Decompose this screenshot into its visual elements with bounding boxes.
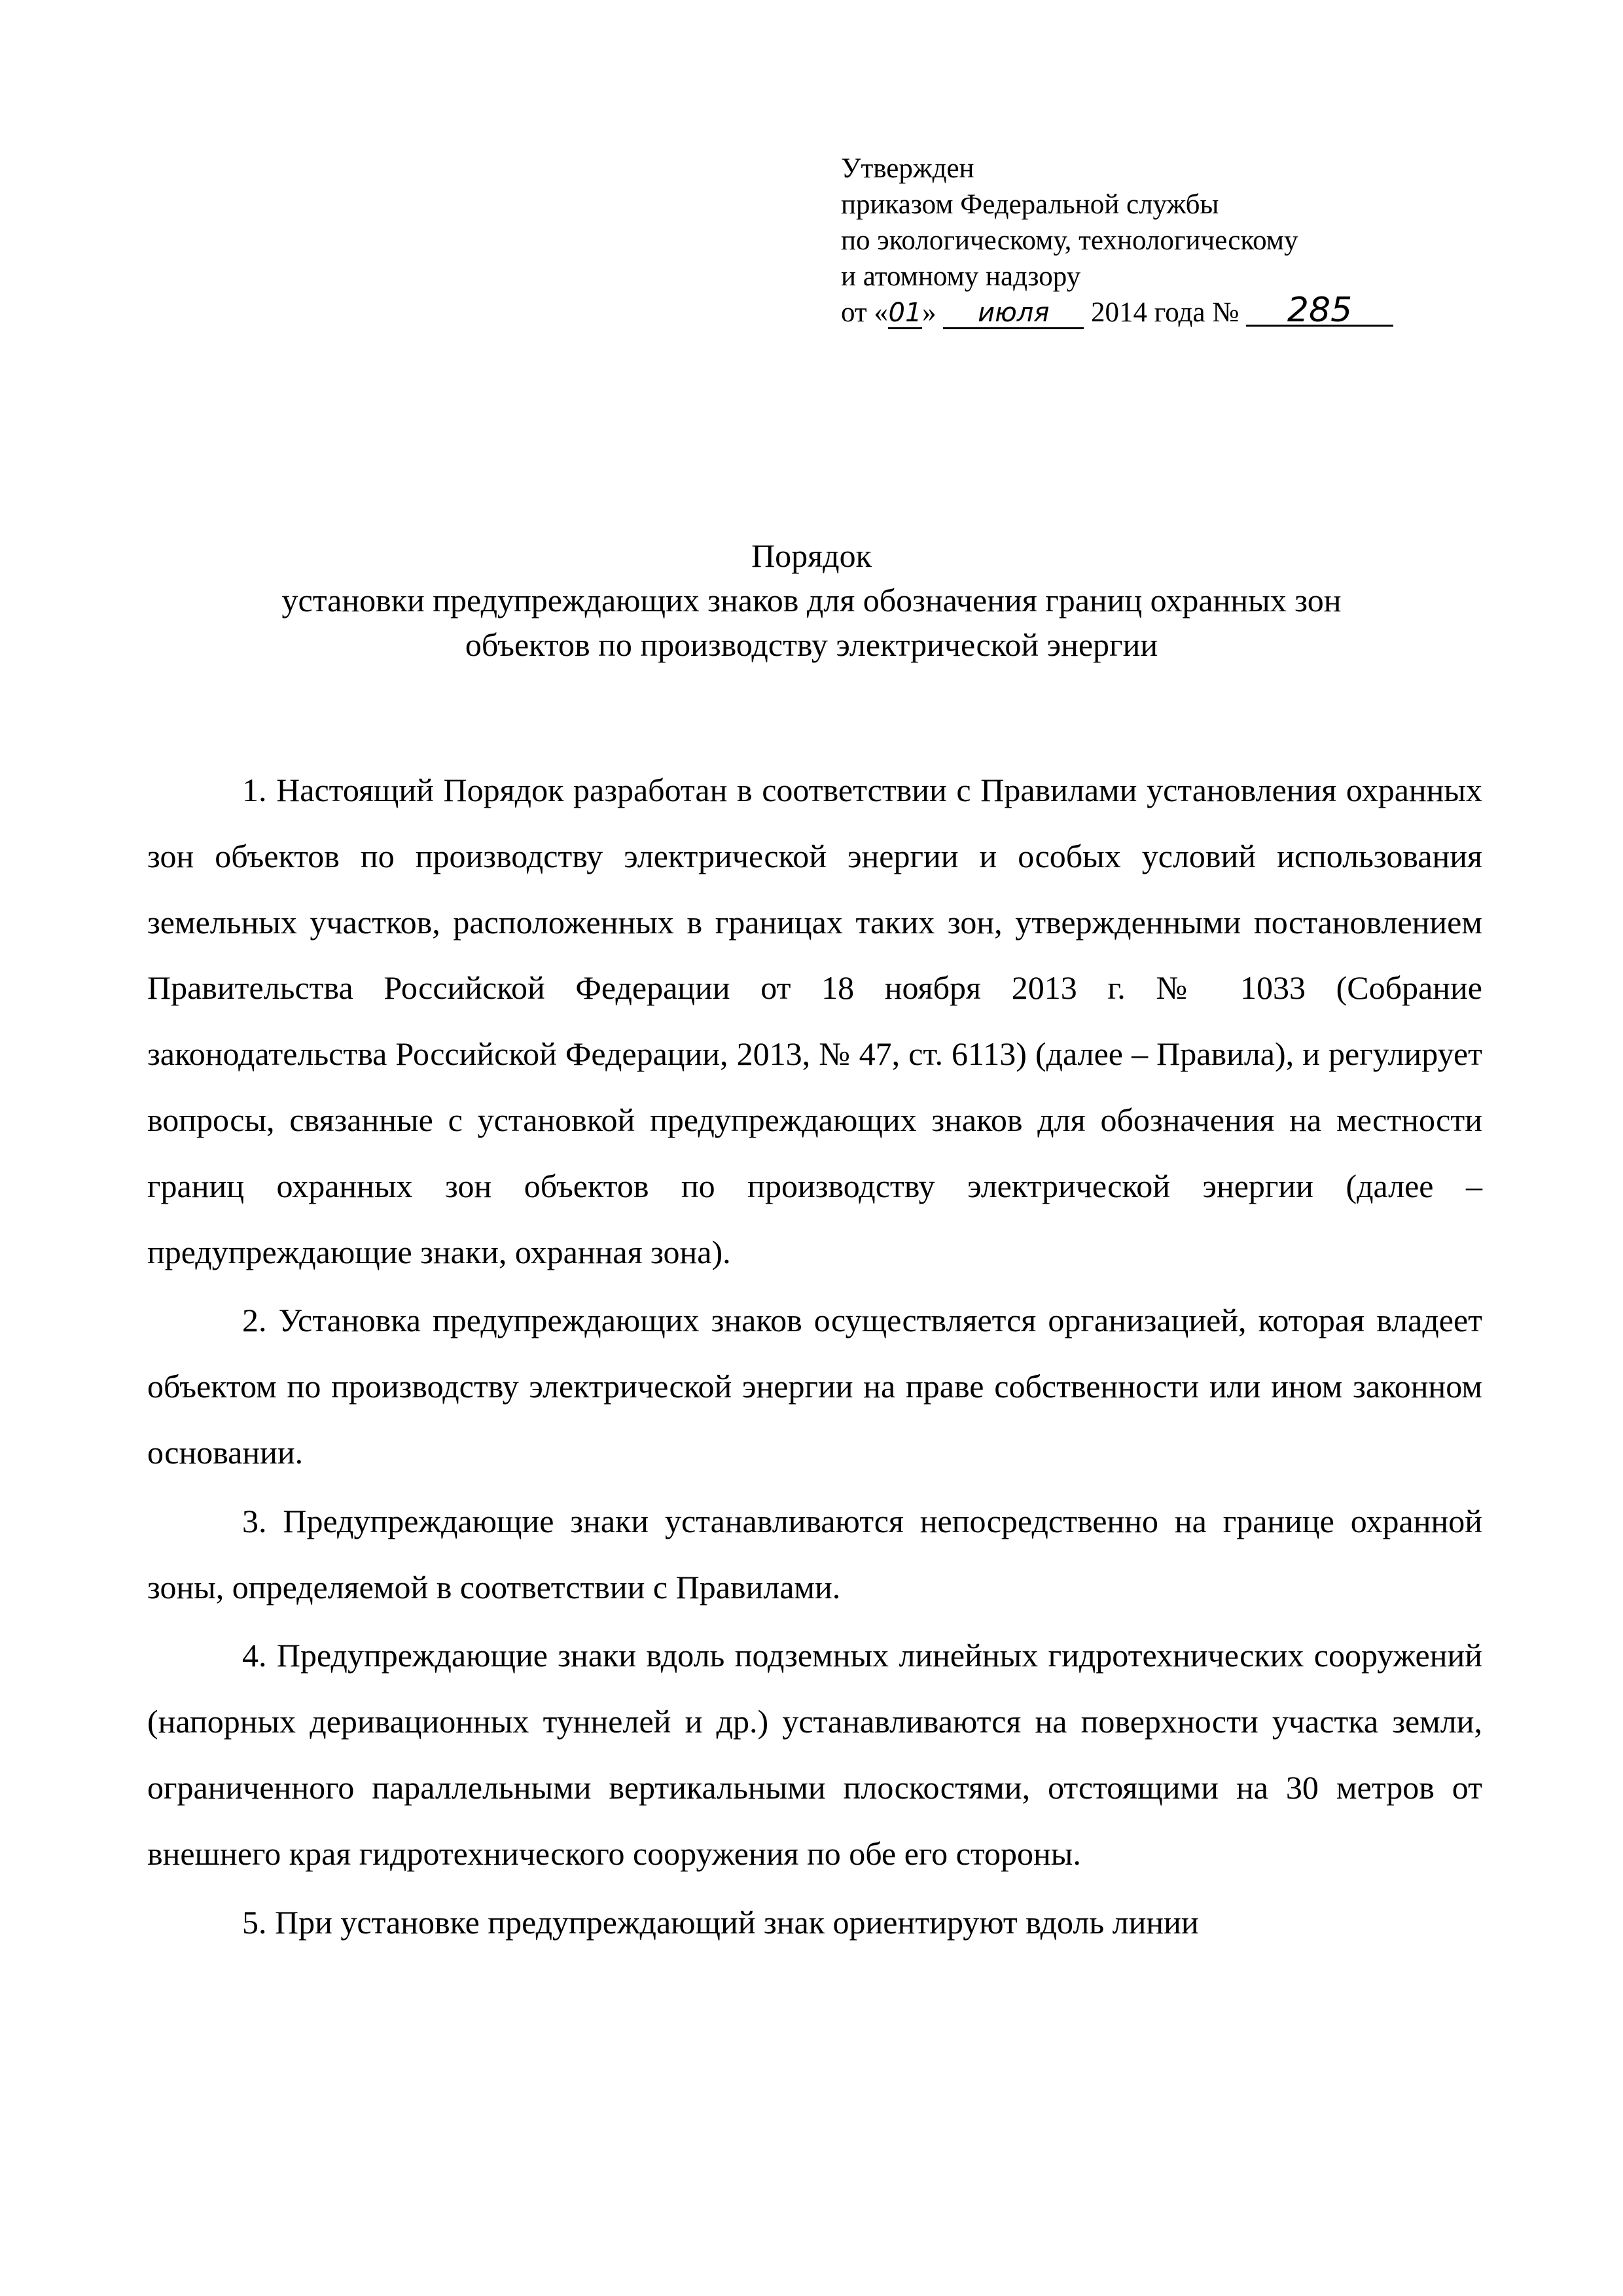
paragraph-2: 2. Установка предупреждающих знаков осуществляется организацией, которая владеет объектом по производству электрической энергии на праве собственности или ином законном основании. <box>147 1302 1482 1471</box>
title-line: объектов по производству электрической энергии <box>465 626 1158 663</box>
paragraph-3: 3. Предупреждающие знаки устанавливаются непосредственно на границе охранной зоны, определяемой в соответствии с Правилами. <box>147 1502 1482 1605</box>
document-title <box>118 533 1505 667</box>
title-line: установки предупреждающих знаков для обозначения границ охранных зон <box>281 582 1342 619</box>
date-year-text: 2014 года № <box>1090 297 1240 328</box>
handwritten-order-number: 285 <box>1246 296 1393 327</box>
approval-line: приказом Федеральной службы <box>841 189 1219 220</box>
handwritten-day: 01 <box>888 298 922 328</box>
date-mid: » <box>921 297 936 328</box>
approval-date-line <box>841 291 1495 331</box>
approval-line: Утвержден <box>841 153 974 184</box>
document-body <box>147 757 1482 1955</box>
paragraph-5: 5. При установке предупреждающий знак ориентируют вдоль линии <box>242 1903 1199 1941</box>
title-line: Порядок <box>751 537 872 574</box>
approval-line: и атомному надзору <box>841 261 1081 292</box>
approval-block <box>841 151 1495 331</box>
handwritten-month: июля <box>943 298 1084 329</box>
date-prefix: от « <box>841 297 888 328</box>
paragraph-4: 4. Предупреждающие знаки вдоль подземных линейных гидротехнических сооружений (напорных деривационных туннелей и др.) устанавливаются на поверхности участка земли, ограниченного параллельными вертикальными плоскостями, отстоящими на 30 метров от внешнего края гидротехнического сооружения по обе его стороны. <box>147 1637 1482 1872</box>
approval-line: по экологическому, технологическому <box>841 225 1298 256</box>
paragraph-1: 1. Настоящий Порядок разработан в соответствии с Правилами установления охранных зон объектов по производству электрической энергии и особых условий использования земельных участков, расположенных в границах таких зон, утвержденными постановлением Правительства Российской Федерации от 18 ноября 2013 г. № 1033 (Собрание законодательства Российской Федерации, 2013, № 47, ст. 6113) (далее – Правила), и регулирует вопросы, связанные с установкой предупреждающих знаков для обозначения на местности границ охранных зон объектов по производству электрической энергии (далее – предупреждающие знаки, охранная зона). <box>147 772 1482 1270</box>
